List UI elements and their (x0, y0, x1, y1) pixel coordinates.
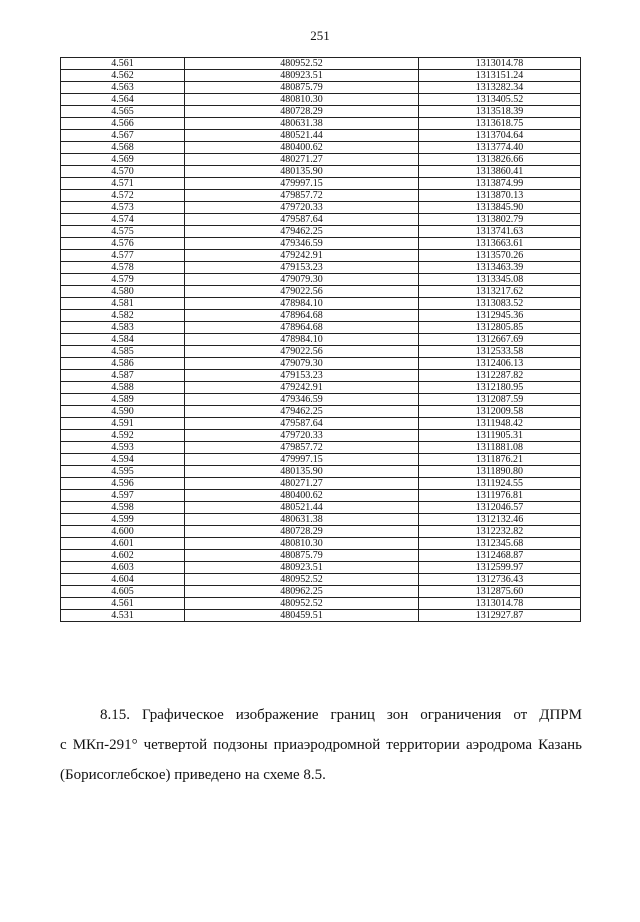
point-number-cell: 4.604 (61, 574, 185, 586)
point-number-cell: 4.598 (61, 502, 185, 514)
y-coordinate-cell: 1312009.58 (419, 406, 581, 418)
table-row (61, 382, 581, 394)
point-number-cell: 4.603 (61, 562, 185, 574)
y-coordinate-cell: 1313663.61 (419, 238, 581, 250)
y-coordinate-cell: 1313282.34 (419, 82, 581, 94)
table-row (61, 454, 581, 466)
point-number-cell: 4.568 (61, 142, 185, 154)
x-coordinate-cell: 478964.68 (185, 310, 419, 322)
x-coordinate-cell: 480400.62 (185, 142, 419, 154)
point-number-cell: 4.599 (61, 514, 185, 526)
x-coordinate-cell: 480631.38 (185, 514, 419, 526)
x-coordinate-cell: 480135.90 (185, 466, 419, 478)
x-coordinate-cell: 479242.91 (185, 382, 419, 394)
table-row (61, 502, 581, 514)
table-row (61, 94, 581, 106)
table-row (61, 430, 581, 442)
x-coordinate-cell: 480923.51 (185, 562, 419, 574)
table-row (61, 442, 581, 454)
x-coordinate-cell: 478984.10 (185, 298, 419, 310)
y-coordinate-cell: 1312132.46 (419, 514, 581, 526)
x-coordinate-cell: 480135.90 (185, 166, 419, 178)
coordinates-table (60, 57, 581, 622)
point-number-cell: 4.589 (61, 394, 185, 406)
x-coordinate-cell: 479462.25 (185, 226, 419, 238)
y-coordinate-cell: 1313151.24 (419, 70, 581, 82)
x-coordinate-cell: 479720.33 (185, 430, 419, 442)
table-row (61, 406, 581, 418)
table-row (61, 190, 581, 202)
section-paragraph (60, 700, 582, 790)
x-coordinate-cell: 480952.52 (185, 598, 419, 610)
table-row (61, 550, 581, 562)
point-number-cell: 4.592 (61, 430, 185, 442)
x-coordinate-cell: 479462.25 (185, 406, 419, 418)
y-coordinate-cell: 1313463.39 (419, 262, 581, 274)
x-coordinate-cell: 479346.59 (185, 238, 419, 250)
y-coordinate-cell: 1313217.62 (419, 286, 581, 298)
x-coordinate-cell: 480728.29 (185, 106, 419, 118)
table-row (61, 130, 581, 142)
table-row (61, 250, 581, 262)
x-coordinate-cell: 480810.30 (185, 94, 419, 106)
y-coordinate-cell: 1312533.58 (419, 346, 581, 358)
y-coordinate-cell: 1313741.63 (419, 226, 581, 238)
x-coordinate-cell: 480459.51 (185, 610, 419, 622)
y-coordinate-cell: 1312805.85 (419, 322, 581, 334)
table-row (61, 178, 581, 190)
y-coordinate-cell: 1312875.60 (419, 586, 581, 598)
y-coordinate-cell: 1312927.87 (419, 610, 581, 622)
x-coordinate-cell: 480400.62 (185, 490, 419, 502)
table-row (61, 418, 581, 430)
point-number-cell: 4.597 (61, 490, 185, 502)
table-row (61, 322, 581, 334)
y-coordinate-cell: 1311876.21 (419, 454, 581, 466)
point-number-cell: 4.561 (61, 58, 185, 70)
table-row (61, 226, 581, 238)
table-row (61, 106, 581, 118)
table-row (61, 154, 581, 166)
x-coordinate-cell: 479857.72 (185, 442, 419, 454)
point-number-cell: 4.577 (61, 250, 185, 262)
x-coordinate-cell: 479587.64 (185, 418, 419, 430)
x-coordinate-cell: 479022.56 (185, 286, 419, 298)
point-number-cell: 4.591 (61, 418, 185, 430)
y-coordinate-cell: 1312046.57 (419, 502, 581, 514)
y-coordinate-cell: 1313518.39 (419, 106, 581, 118)
table-row (61, 574, 581, 586)
table-row (61, 478, 581, 490)
y-coordinate-cell: 1313083.52 (419, 298, 581, 310)
table-row (61, 538, 581, 550)
table-row (61, 514, 581, 526)
y-coordinate-cell: 1313014.78 (419, 58, 581, 70)
table-row (61, 262, 581, 274)
point-number-cell: 4.570 (61, 166, 185, 178)
table-row (61, 586, 581, 598)
table-row (61, 70, 581, 82)
point-number-cell: 4.569 (61, 154, 185, 166)
y-coordinate-cell: 1313014.78 (419, 598, 581, 610)
y-coordinate-cell: 1312232.82 (419, 526, 581, 538)
point-number-cell: 4.605 (61, 586, 185, 598)
x-coordinate-cell: 478964.68 (185, 322, 419, 334)
x-coordinate-cell: 480271.27 (185, 478, 419, 490)
y-coordinate-cell: 1313570.26 (419, 250, 581, 262)
x-coordinate-cell: 480875.79 (185, 550, 419, 562)
table-row (61, 310, 581, 322)
table-row (61, 490, 581, 502)
y-coordinate-cell: 1313870.13 (419, 190, 581, 202)
y-coordinate-cell: 1312406.13 (419, 358, 581, 370)
y-coordinate-cell: 1313874.99 (419, 178, 581, 190)
x-coordinate-cell: 480875.79 (185, 82, 419, 94)
x-coordinate-cell: 479242.91 (185, 250, 419, 262)
point-number-cell: 4.575 (61, 226, 185, 238)
point-number-cell: 4.584 (61, 334, 185, 346)
paragraph-line-1: 8.15. Графическое изображение границ зон ограничения от ДПРМ (100, 707, 582, 723)
table-row (61, 394, 581, 406)
point-number-cell: 4.562 (61, 70, 185, 82)
y-coordinate-cell: 1313618.75 (419, 118, 581, 130)
point-number-cell: 4.574 (61, 214, 185, 226)
point-number-cell: 4.593 (61, 442, 185, 454)
y-coordinate-cell: 1312345.68 (419, 538, 581, 550)
y-coordinate-cell: 1313802.79 (419, 214, 581, 226)
point-number-cell: 4.531 (61, 610, 185, 622)
point-number-cell: 4.585 (61, 346, 185, 358)
point-number-cell: 4.596 (61, 478, 185, 490)
paragraph-line-3: (Борисоглебское) приведено на схеме 8.5. (60, 767, 326, 783)
point-number-cell: 4.565 (61, 106, 185, 118)
point-number-cell: 4.578 (61, 262, 185, 274)
y-coordinate-cell: 1311881.08 (419, 442, 581, 454)
y-coordinate-cell: 1312087.59 (419, 394, 581, 406)
point-number-cell: 4.586 (61, 358, 185, 370)
x-coordinate-cell: 480271.27 (185, 154, 419, 166)
y-coordinate-cell: 1313774.40 (419, 142, 581, 154)
point-number-cell: 4.588 (61, 382, 185, 394)
y-coordinate-cell: 1313405.52 (419, 94, 581, 106)
x-coordinate-cell: 479346.59 (185, 394, 419, 406)
x-coordinate-cell: 480521.44 (185, 502, 419, 514)
table-row (61, 298, 581, 310)
x-coordinate-cell: 480631.38 (185, 118, 419, 130)
x-coordinate-cell: 480952.52 (185, 58, 419, 70)
x-coordinate-cell: 479022.56 (185, 346, 419, 358)
point-number-cell: 4.587 (61, 370, 185, 382)
table-row (61, 358, 581, 370)
x-coordinate-cell: 479587.64 (185, 214, 419, 226)
y-coordinate-cell: 1312945.36 (419, 310, 581, 322)
coordinates-table-body (61, 58, 581, 622)
table-row (61, 346, 581, 358)
table-row (61, 598, 581, 610)
table-row (61, 274, 581, 286)
x-coordinate-cell: 480728.29 (185, 526, 419, 538)
table-row (61, 202, 581, 214)
point-number-cell: 4.590 (61, 406, 185, 418)
point-number-cell: 4.579 (61, 274, 185, 286)
y-coordinate-cell: 1312736.43 (419, 574, 581, 586)
point-number-cell: 4.572 (61, 190, 185, 202)
x-coordinate-cell: 479153.23 (185, 262, 419, 274)
point-number-cell: 4.581 (61, 298, 185, 310)
y-coordinate-cell: 1312468.87 (419, 550, 581, 562)
y-coordinate-cell: 1312599.97 (419, 562, 581, 574)
x-coordinate-cell: 480962.25 (185, 586, 419, 598)
x-coordinate-cell: 479997.15 (185, 454, 419, 466)
table-row (61, 58, 581, 70)
page-number: 251 (310, 28, 330, 43)
x-coordinate-cell: 479153.23 (185, 370, 419, 382)
y-coordinate-cell: 1313845.90 (419, 202, 581, 214)
table-row (61, 286, 581, 298)
point-number-cell: 4.601 (61, 538, 185, 550)
point-number-cell: 4.602 (61, 550, 185, 562)
x-coordinate-cell: 479079.30 (185, 358, 419, 370)
table-row (61, 238, 581, 250)
point-number-cell: 4.576 (61, 238, 185, 250)
point-number-cell: 4.573 (61, 202, 185, 214)
y-coordinate-cell: 1311948.42 (419, 418, 581, 430)
table-row (61, 118, 581, 130)
y-coordinate-cell: 1312287.82 (419, 370, 581, 382)
y-coordinate-cell: 1312180.95 (419, 382, 581, 394)
point-number-cell: 4.580 (61, 286, 185, 298)
x-coordinate-cell: 479079.30 (185, 274, 419, 286)
point-number-cell: 4.600 (61, 526, 185, 538)
x-coordinate-cell: 479997.15 (185, 178, 419, 190)
x-coordinate-cell: 480952.52 (185, 574, 419, 586)
table-row (61, 562, 581, 574)
point-number-cell: 4.563 (61, 82, 185, 94)
table-row (61, 610, 581, 622)
point-number-cell: 4.561 (61, 598, 185, 610)
point-number-cell: 4.594 (61, 454, 185, 466)
y-coordinate-cell: 1311905.31 (419, 430, 581, 442)
table-row (61, 466, 581, 478)
x-coordinate-cell: 480810.30 (185, 538, 419, 550)
x-coordinate-cell: 480923.51 (185, 70, 419, 82)
table-row (61, 334, 581, 346)
table-row (61, 370, 581, 382)
point-number-cell: 4.564 (61, 94, 185, 106)
x-coordinate-cell: 478984.10 (185, 334, 419, 346)
point-number-cell: 4.595 (61, 466, 185, 478)
point-number-cell: 4.583 (61, 322, 185, 334)
point-number-cell: 4.567 (61, 130, 185, 142)
table-row (61, 82, 581, 94)
point-number-cell: 4.566 (61, 118, 185, 130)
y-coordinate-cell: 1312667.69 (419, 334, 581, 346)
table-row (61, 142, 581, 154)
x-coordinate-cell: 479857.72 (185, 190, 419, 202)
paragraph-line-2: с МКп-291° четвертой подзоны приаэродромной территории аэродрома Казань (60, 737, 582, 753)
y-coordinate-cell: 1313345.08 (419, 274, 581, 286)
table-row (61, 526, 581, 538)
point-number-cell: 4.582 (61, 310, 185, 322)
y-coordinate-cell: 1313704.64 (419, 130, 581, 142)
y-coordinate-cell: 1313826.66 (419, 154, 581, 166)
x-coordinate-cell: 480521.44 (185, 130, 419, 142)
y-coordinate-cell: 1311976.81 (419, 490, 581, 502)
table-row (61, 214, 581, 226)
x-coordinate-cell: 479720.33 (185, 202, 419, 214)
y-coordinate-cell: 1311924.55 (419, 478, 581, 490)
y-coordinate-cell: 1313860.41 (419, 166, 581, 178)
table-row (61, 166, 581, 178)
y-coordinate-cell: 1311890.80 (419, 466, 581, 478)
point-number-cell: 4.571 (61, 178, 185, 190)
